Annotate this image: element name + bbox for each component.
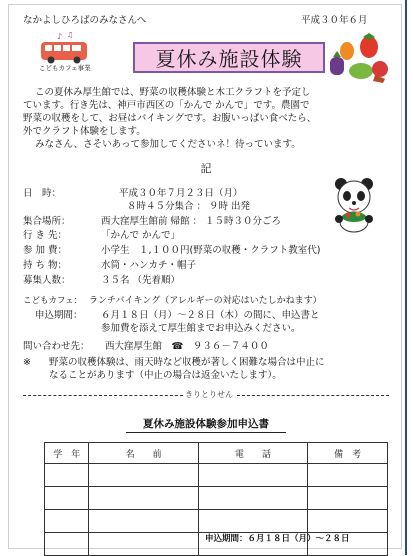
- detail-value-datetime: 平成３０年７月２３日（月）: [119, 188, 243, 199]
- form-title: 夏休み施設体験参加申込書: [143, 418, 269, 430]
- detail-value-period: ６月１８日（月）～２８日（木）の間に、申込書と: [101, 310, 320, 321]
- detail-label-items: 持 ち 物：: [23, 260, 68, 271]
- svg-text:♫: ♫: [67, 31, 74, 39]
- detail-label-contact: 問い合わせ先：: [23, 341, 90, 352]
- intro-line-3: 野菜の収穫をして、お昼はバイキングです。お腹いっぱい食べたら、: [23, 113, 317, 124]
- detail-label-meeting-place: 集合場所：: [23, 216, 71, 227]
- detail-value-meeting-time: ８時４５分集合 ： ９時 出発: [127, 201, 251, 212]
- detail-value-destination: 「かんで かんで」: [101, 230, 181, 241]
- detail-value-meeting-place: 西大窪厚生館前 帰館 ： １５時３０分ごろ: [101, 216, 282, 227]
- note-mark: ※: [23, 357, 31, 368]
- cell-name[interactable]: [89, 510, 198, 533]
- detail-value-fee: 小学生 １,１００円(野菜の収穫・クラフト教室代): [101, 245, 321, 256]
- cell-phone[interactable]: [198, 487, 307, 510]
- detail-label-period: 申込期間：: [35, 310, 83, 321]
- header-grade: 学 年: [45, 443, 89, 464]
- cell-name[interactable]: [89, 464, 198, 487]
- cell-grade[interactable]: [45, 487, 89, 510]
- detail-label-cafe: こどもカフェ：: [23, 296, 83, 306]
- cell-grade[interactable]: [45, 510, 89, 533]
- header-name: 名 前: [89, 443, 198, 464]
- detail-label-capacity: 募集人数：: [23, 275, 71, 286]
- svg-text:♪: ♪: [57, 32, 63, 41]
- detail-label-fee: 参 加 費：: [23, 245, 68, 256]
- page-edge: [405, 0, 407, 555]
- ki-heading: 記: [200, 162, 212, 175]
- logo-caption: こどもカフェ事業: [39, 64, 91, 72]
- detail-value-contact: 西大窪厚生館 ☎ ９３６－７４００: [105, 341, 269, 352]
- table-row[interactable]: [45, 510, 388, 533]
- cell-phone[interactable]: [198, 464, 307, 487]
- header-remarks: 備 考: [308, 443, 388, 464]
- cut-line-label: きりとりせん: [185, 390, 233, 399]
- bus-logo: [35, 31, 95, 73]
- header-phone: 電 話: [198, 443, 307, 464]
- note-line-1: 野菜の収穫体験は、雨天時など収穫が著しく困難な場合は中止に: [49, 357, 325, 368]
- page-title: 夏休み施設体験: [133, 42, 325, 73]
- form-footer: 申込期間：６月１８日（月）～２８日: [205, 534, 350, 544]
- cell-phone[interactable]: [198, 510, 307, 533]
- form-title-underline: [126, 432, 286, 433]
- table-header-row: [45, 443, 388, 464]
- note-line-2: なることがあります（中止の場合は返金いたします）。: [49, 370, 282, 381]
- detail-value-capacity: ３５名 （先着順）: [101, 275, 181, 286]
- panda-illustration: [327, 175, 381, 233]
- document-date: 平成３０年６月: [301, 15, 368, 26]
- cell-name[interactable]: [89, 533, 198, 556]
- intro-line-5: みなさん、さそいあって参加してくださいネ！待っています。: [35, 139, 301, 150]
- cell-remarks[interactable]: [308, 487, 388, 510]
- document-page: [8, 4, 402, 549]
- detail-label-datetime: 日 時：: [23, 188, 62, 199]
- cell-grade[interactable]: [45, 464, 89, 487]
- detail-value-items: 水筒・ハンカチ・帽子: [101, 260, 197, 271]
- table-row[interactable]: [45, 464, 388, 487]
- intro-line-2: ています。行き先は、神戸市西区の「かんで かんで」です。農園で: [23, 100, 310, 111]
- vegetables-illustration: [325, 31, 393, 83]
- bus-icon: [35, 31, 95, 65]
- intro-line-4: 外でクラフト体験をします。: [23, 126, 146, 137]
- detail-label-destination: 行 き 先：: [23, 230, 68, 241]
- detail-value-cafe: ランチバイキング（アレルギーの対応はいたしかねます）: [89, 296, 322, 306]
- intro-line-1: この夏休み厚生館では、野菜の収穫体験と木工クラフトを予定し: [35, 87, 311, 98]
- table-row[interactable]: [45, 487, 388, 510]
- cut-line: [23, 389, 389, 401]
- cell-name[interactable]: [89, 487, 198, 510]
- cell-remarks[interactable]: [308, 464, 388, 487]
- cell-remarks[interactable]: [308, 510, 388, 533]
- cell-grade[interactable]: [45, 533, 89, 556]
- detail-value-period-2: 参加費を添えて厚生館までお申込みください。: [101, 323, 301, 334]
- greeting: なかよしひろばのみなさんへ: [23, 15, 147, 26]
